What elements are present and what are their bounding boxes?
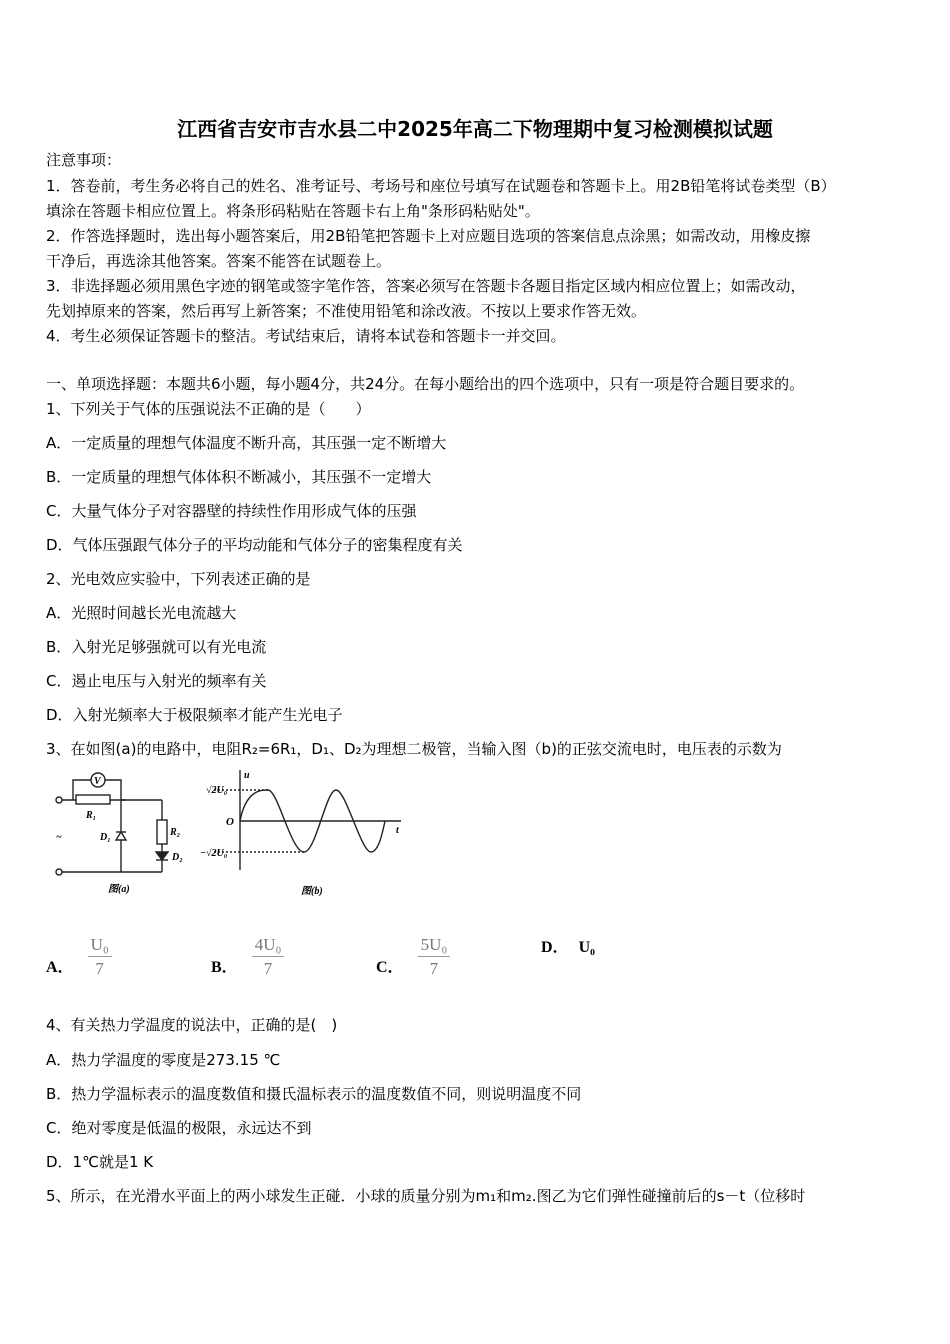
option-label: D． [541, 939, 569, 956]
note-line: 3．非选择题必须用黑色字迹的钢笔或签字笔作答，答案必须写在答题卡各题目指定区域内相应位置上；如需改动， [46, 277, 806, 295]
note-line: 2．作答选择题时，选出每小题答案后，用2B铅笔把答题卡上对应题目选项的答案信息点涂黑；如需改动，用橡皮擦 [46, 227, 811, 245]
t-axis-label: t [396, 825, 399, 836]
question-4-stem: 4、有关热力学温度的说法中，正确的是( ) [46, 1016, 338, 1034]
circuit-and-waveform-figure [46, 770, 416, 905]
fraction [252, 934, 285, 981]
note-line: 4．考生必须保证答题卡的整洁。考试结束后，请将本试卷和答题卡一并交回。 [46, 327, 566, 345]
question-2-option-c: C．遏止电压与入射光的频率有关 [46, 672, 267, 690]
question-5-stem: 5、所示，在光滑水平面上的两小球发生正碰．小球的质量分别为m₁和m₂.图乙为它们弹性碰撞前后的s－t（位移时 [46, 1187, 806, 1205]
page-title: 江西省吉安市吉水县二中2025年高二下物理期中复习检测模拟试题 [177, 117, 773, 141]
note-line: 1．答卷前，考生务必将自己的姓名、准考证号、考场号和座位号填写在试题卷和答题卡上。用2B铅笔将试卷类型（B） [46, 177, 836, 195]
note-line: 先划掉原来的答案，然后再写上新答案；不准使用铅笔和涂改液。不按以上要求作答无效。 [46, 302, 647, 320]
denominator: 7 [429, 959, 439, 978]
question-3-stem: 3、在如图(a)的电路中，电阻R₂=6R₁，D₁、D₂为理想二极管，当输入图（b)的正弦交流电时，电压表的示数为 [46, 740, 782, 758]
question-4-option-b: B．热力学温标表示的温度数值和摄氏温标表示的温度数值不同，则说明温度不同 [46, 1085, 582, 1103]
r1-label: R₁ [86, 810, 97, 821]
question-3-option-a [46, 934, 112, 981]
numerator: 5U₀ [418, 934, 451, 957]
option-label: B． [211, 959, 238, 976]
fraction [418, 934, 451, 981]
numerator: 4U₀ [252, 934, 285, 957]
question-4-option-c: C．绝对零度是低温的极限，永远达不到 [46, 1119, 312, 1137]
u-axis-label: u [244, 770, 250, 781]
figure-b-caption: 图(b) [301, 886, 323, 897]
d2-label: D₂ [172, 852, 183, 863]
question-2-option-d: D．入射光频率大于极限频率才能产生光电子 [46, 706, 343, 724]
question-1-option-c: C．大量气体分子对容器壁的持续性作用形成气体的压强 [46, 502, 417, 520]
voltmeter-label: V [94, 776, 101, 787]
question-2-option-a: A．光照时间越长光电流越大 [46, 604, 237, 622]
figure-a-caption: 图(a) [108, 884, 130, 895]
question-2-option-b: B．入射光足够强就可以有光电流 [46, 638, 267, 656]
d1-label: D₁ [100, 832, 111, 843]
question-4-option-d: D．1℃就是1 K [46, 1153, 154, 1171]
question-1-option-a: A．一定质量的理想气体温度不断升高，其压强一定不断增大 [46, 434, 447, 452]
note-line: 干净后，再选涂其他答案。答案不能答在试题卷上。 [46, 252, 392, 270]
ac-source-label: ~ [56, 832, 62, 843]
section-heading: 一、单项选择题：本题共6小题，每小题4分，共24分。在每小题给出的四个选项中，只有一项是符合题目要求的。 [46, 375, 805, 393]
option-label: C． [376, 959, 404, 976]
peak-label: √2U₀ [206, 785, 228, 796]
question-3-option-b [211, 934, 284, 981]
trough-label: −√2U₀ [200, 848, 228, 859]
question-1-stem: 1、下列关于气体的压强说法不正确的是（ ） [46, 400, 371, 418]
origin-label: O [226, 816, 234, 828]
question-3-option-c [376, 934, 450, 981]
r2-label: R₂ [170, 827, 181, 838]
option-value: U₀ [578, 939, 595, 956]
denominator: 7 [95, 959, 104, 978]
question-1-option-b: B．一定质量的理想气体体积不断减小，其压强不一定增大 [46, 468, 432, 486]
question-2-stem: 2、光电效应实验中，下列表述正确的是 [46, 570, 311, 588]
option-label: A． [46, 959, 74, 976]
note-line: 填涂在答题卡相应位置上。将条形码粘贴在答题卡右上角"条形码粘贴处"。 [46, 202, 540, 220]
fraction [88, 934, 112, 981]
notes-heading: 注意事项： [46, 151, 122, 169]
question-1-option-d: D．气体压强跟气体分子的平均动能和气体分子的密集程度有关 [46, 536, 463, 554]
numerator: U₀ [88, 934, 112, 957]
question-3-option-d [541, 934, 595, 961]
question-4-option-a: A．热力学温度的零度是273.15 ℃ [46, 1051, 281, 1069]
denominator: 7 [263, 959, 273, 978]
